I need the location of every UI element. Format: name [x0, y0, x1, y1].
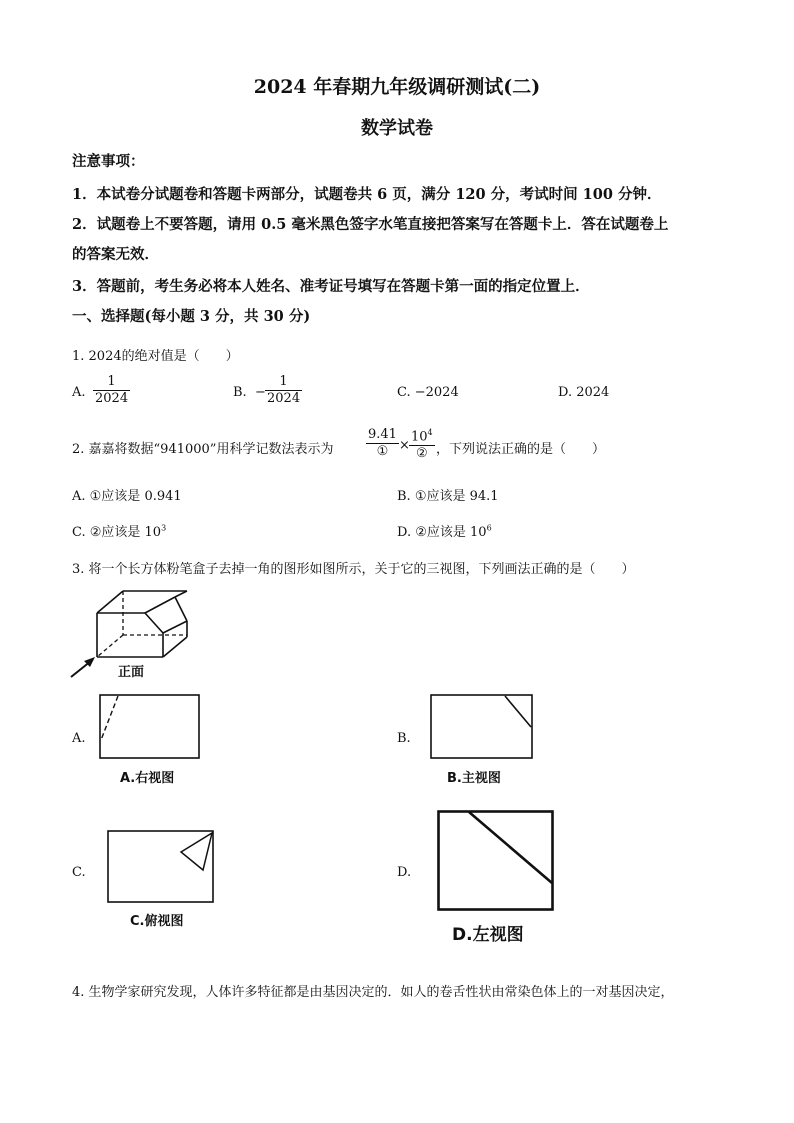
q1-option-b-label: B. — [233, 385, 247, 400]
q2-fraction-1-denominator: ① — [376, 444, 389, 459]
q3-option-b-label: B. — [397, 731, 411, 746]
notice-item-3: 3．答题前，考生务必将本人姓名、准考证号填写在答题卡第一面的指定位置上． — [72, 278, 590, 295]
q2-option-c-text: C. ②应该是 10 — [72, 525, 162, 540]
q1-option-a-fraction — [93, 374, 130, 407]
q3-option-c-figure — [107, 830, 215, 904]
q2-fraction-1 — [366, 427, 399, 460]
q2-option-c — [72, 521, 166, 540]
q3-option-a-caption: A.右视图 — [120, 771, 175, 786]
q1-option-b-fraction — [265, 374, 302, 407]
q2-fraction-1-numerator: 9.41 — [368, 427, 397, 442]
q3-stem: 3. 将一个长方体粉笔盒子去掉一角的图形如图所示，关于它的三视图，下列画法正确的是（ ） — [72, 562, 635, 577]
page-subtitle: 数学试卷 — [361, 118, 433, 139]
q3-option-c-caption: C.俯视图 — [130, 914, 184, 929]
q1-option-b-sign: − — [255, 385, 266, 400]
q3-option-a-figure — [99, 694, 201, 760]
q1-option-a-numerator: 1 — [93, 374, 130, 391]
q2-times-sign: × — [399, 438, 410, 453]
q2-fraction-2-numerator — [409, 425, 435, 446]
q1-option-b-numerator: 1 — [265, 374, 302, 391]
q2-stem-after: ，下列说法正确的是（ ） — [436, 442, 606, 457]
q3-option-d-label: D. — [397, 865, 412, 880]
q1-option-d: D. 2024 — [558, 385, 610, 400]
q3-option-d-figure — [437, 810, 555, 912]
notice-item-1: 1．本试卷分试题卷和答题卡两部分，试题卷共 6 页，满分 120 分，考试时间 100 分钟． — [72, 186, 662, 203]
q3-option-b-figure — [430, 694, 534, 760]
q1-option-b-denominator: 2024 — [267, 391, 301, 406]
page-title: 2024 年春期九年级调研测试(二) — [253, 76, 541, 98]
q2-option-d-text: D. ②应该是 10 — [397, 525, 487, 540]
section-1-heading: 一、选择题(每小题 3 分，共 30 分) — [72, 308, 311, 325]
q2-option-c-exponent: 3 — [161, 523, 167, 533]
q2-option-b: B. ①应该是 94.1 — [397, 489, 499, 504]
q3-option-d-caption: D.左视图 — [452, 925, 524, 945]
q1-option-a-label: A. — [72, 385, 86, 400]
q2-option-a: A. ①应该是 0.941 — [72, 489, 182, 504]
q3-option-a-label: A. — [72, 731, 86, 746]
q1-option-c: C. −2024 — [397, 385, 459, 400]
q2-option-d — [397, 521, 492, 540]
notice-heading: 注意事项： — [72, 153, 145, 170]
q2-fraction-2-base: 10 — [411, 429, 428, 445]
q3-option-c-label: C. — [72, 865, 86, 880]
q3-option-b-caption: B.主视图 — [447, 771, 501, 786]
q2-fraction-2 — [409, 425, 435, 462]
q1-stem: 1. 2024的绝对值是（ ） — [72, 349, 239, 364]
q2-fraction-2-exponent: 4 — [427, 428, 433, 437]
q3-figure-front-label: 正面 — [118, 665, 145, 680]
q4-stem: 4. 生物学家研究发现，人体许多特征都是由基因决定的．如人的卷舌性状由常染色体上的一对基因决定， — [72, 985, 674, 1000]
notice-item-2-line-2: 的答案无效． — [72, 246, 159, 263]
q2-option-d-exponent: 6 — [486, 523, 492, 533]
q2-fraction-2-denominator: ② — [415, 446, 428, 462]
notice-item-2-line-1: 2．试题卷上不要答题，请用 0.5 毫米黑色签字水笔直接把答案写在答题卡上．答在试题卷上 — [72, 216, 669, 233]
q1-option-a-denominator: 2024 — [95, 391, 129, 406]
q2-stem-before: 2. 嘉嘉将数据“941000”用科学记数法表示为 — [72, 442, 334, 457]
